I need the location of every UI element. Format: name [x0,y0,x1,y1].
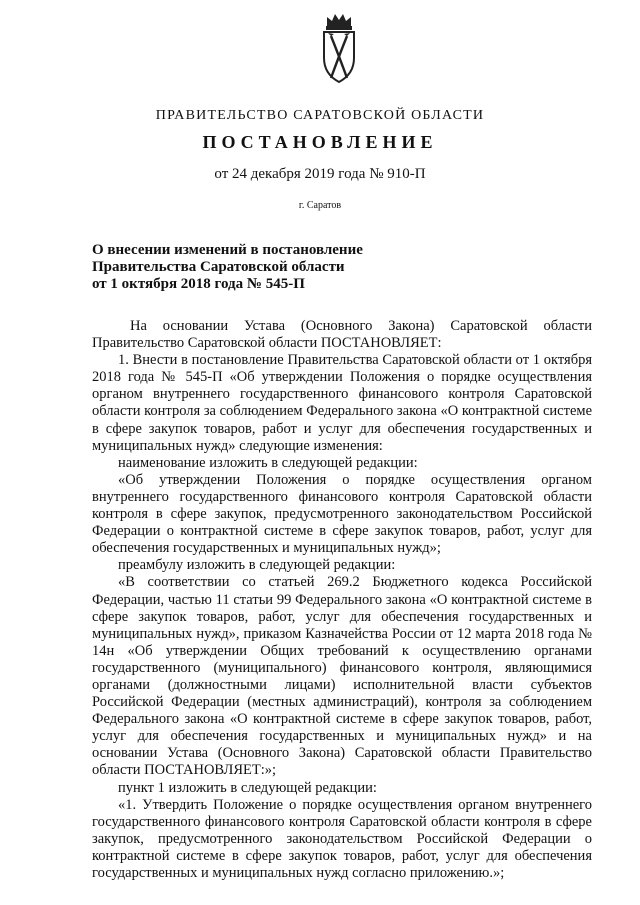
document-type: ПОСТАНОВЛЕНИЕ [202,132,438,152]
saratov-coat-of-arms-icon [318,12,360,84]
paragraph-instruction: пункт 1 изложить в следующей редакции: [118,779,377,796]
government-title: ПРАВИТЕЛЬСТВО САРАТОВСКОЙ ОБЛАСТИ [155,108,485,123]
document-body [92,318,592,882]
paragraph-instruction: наименование изложить в следующей редакции: [118,454,418,471]
paragraph-new-preamble: «В соответствии со статьей 269.2 Бюджетного кодекса Российской Федерации, частью 11 статьи 99 Федерального закона «О контрактной системе в сфере закупок товаров, работ, услуг для обеспечения государственных и муниципальных нужд», приказом Казначейства России от 12 марта 2018 года № 14н «Об утверждении Общих требований к осуществлению органами государственного (муниципального) финансового контроля, являющимися органами (должностными лицами) исполнительной власти субъектов Российской Федерации (местных администраций), контроля за соблюдением Федерального закона «О контрактной системе в сфере закупок товаров, работ, услуг для обеспечения государственных и муниципальных нужд» и на основании Устава (Основного Закона) Саратовской области Правительство области ПОСТАНОВЛЯЕТ:»; [92,574,592,779]
paragraph-new-title: «Об утверждении Положения о порядке осуществления органом внутреннего государственного финансового контроля Саратовской области контроля в сфере закупок, предусмотренного законодательством Российской Федерации о контрактной системе в сфере закупок товаров, работ, услуг для обеспечения государственных и муниципальных нужд»; [92,471,592,557]
paragraph-new-item-1: «1. Утвердить Положение о порядке осуществления органом внутреннего государственного финансового контроля Саратовской области контроля в сфере закупок, предусмотренного законодательством Российской Федерации о контрактной системе в сфере закупок товаров, работ, услуг для обеспечения государственных и муниципальных нужд согласно приложению.»; [92,796,592,881]
paragraph-instruction: преамбулу изложить в следующей редакции: [118,557,396,574]
paragraph-basis: На основании Устава (Основного Закона) Саратовской области Правительство Саратовской области ПОСТАНОВЛЯЕТ: [92,318,592,352]
subject-line: О внесении изменений в постановление [92,242,363,258]
subject-line: Правительства Саратовской области [92,259,345,275]
document-city: г. Саратов [298,200,342,211]
paragraph-item-1: 1. Внести в постановление Правительства Саратовской области от 1 октября 2018 года № 545-П «Об утверждении Положения о порядке осуществления органом внутреннего государственного финансового контроля Саратовской области контроля за соблюдением Федерального закона «О контрактной системе в сфере закупок товаров, работ и услуг для обеспечения государственных и муниципальных нужд» следующие изменения: [92,352,592,454]
document-date-number: от 24 декабря 2019 года № 910-П [214,166,426,182]
document-subject [92,242,412,293]
subject-line: от 1 октября 2018 года № 545-П [92,276,305,292]
